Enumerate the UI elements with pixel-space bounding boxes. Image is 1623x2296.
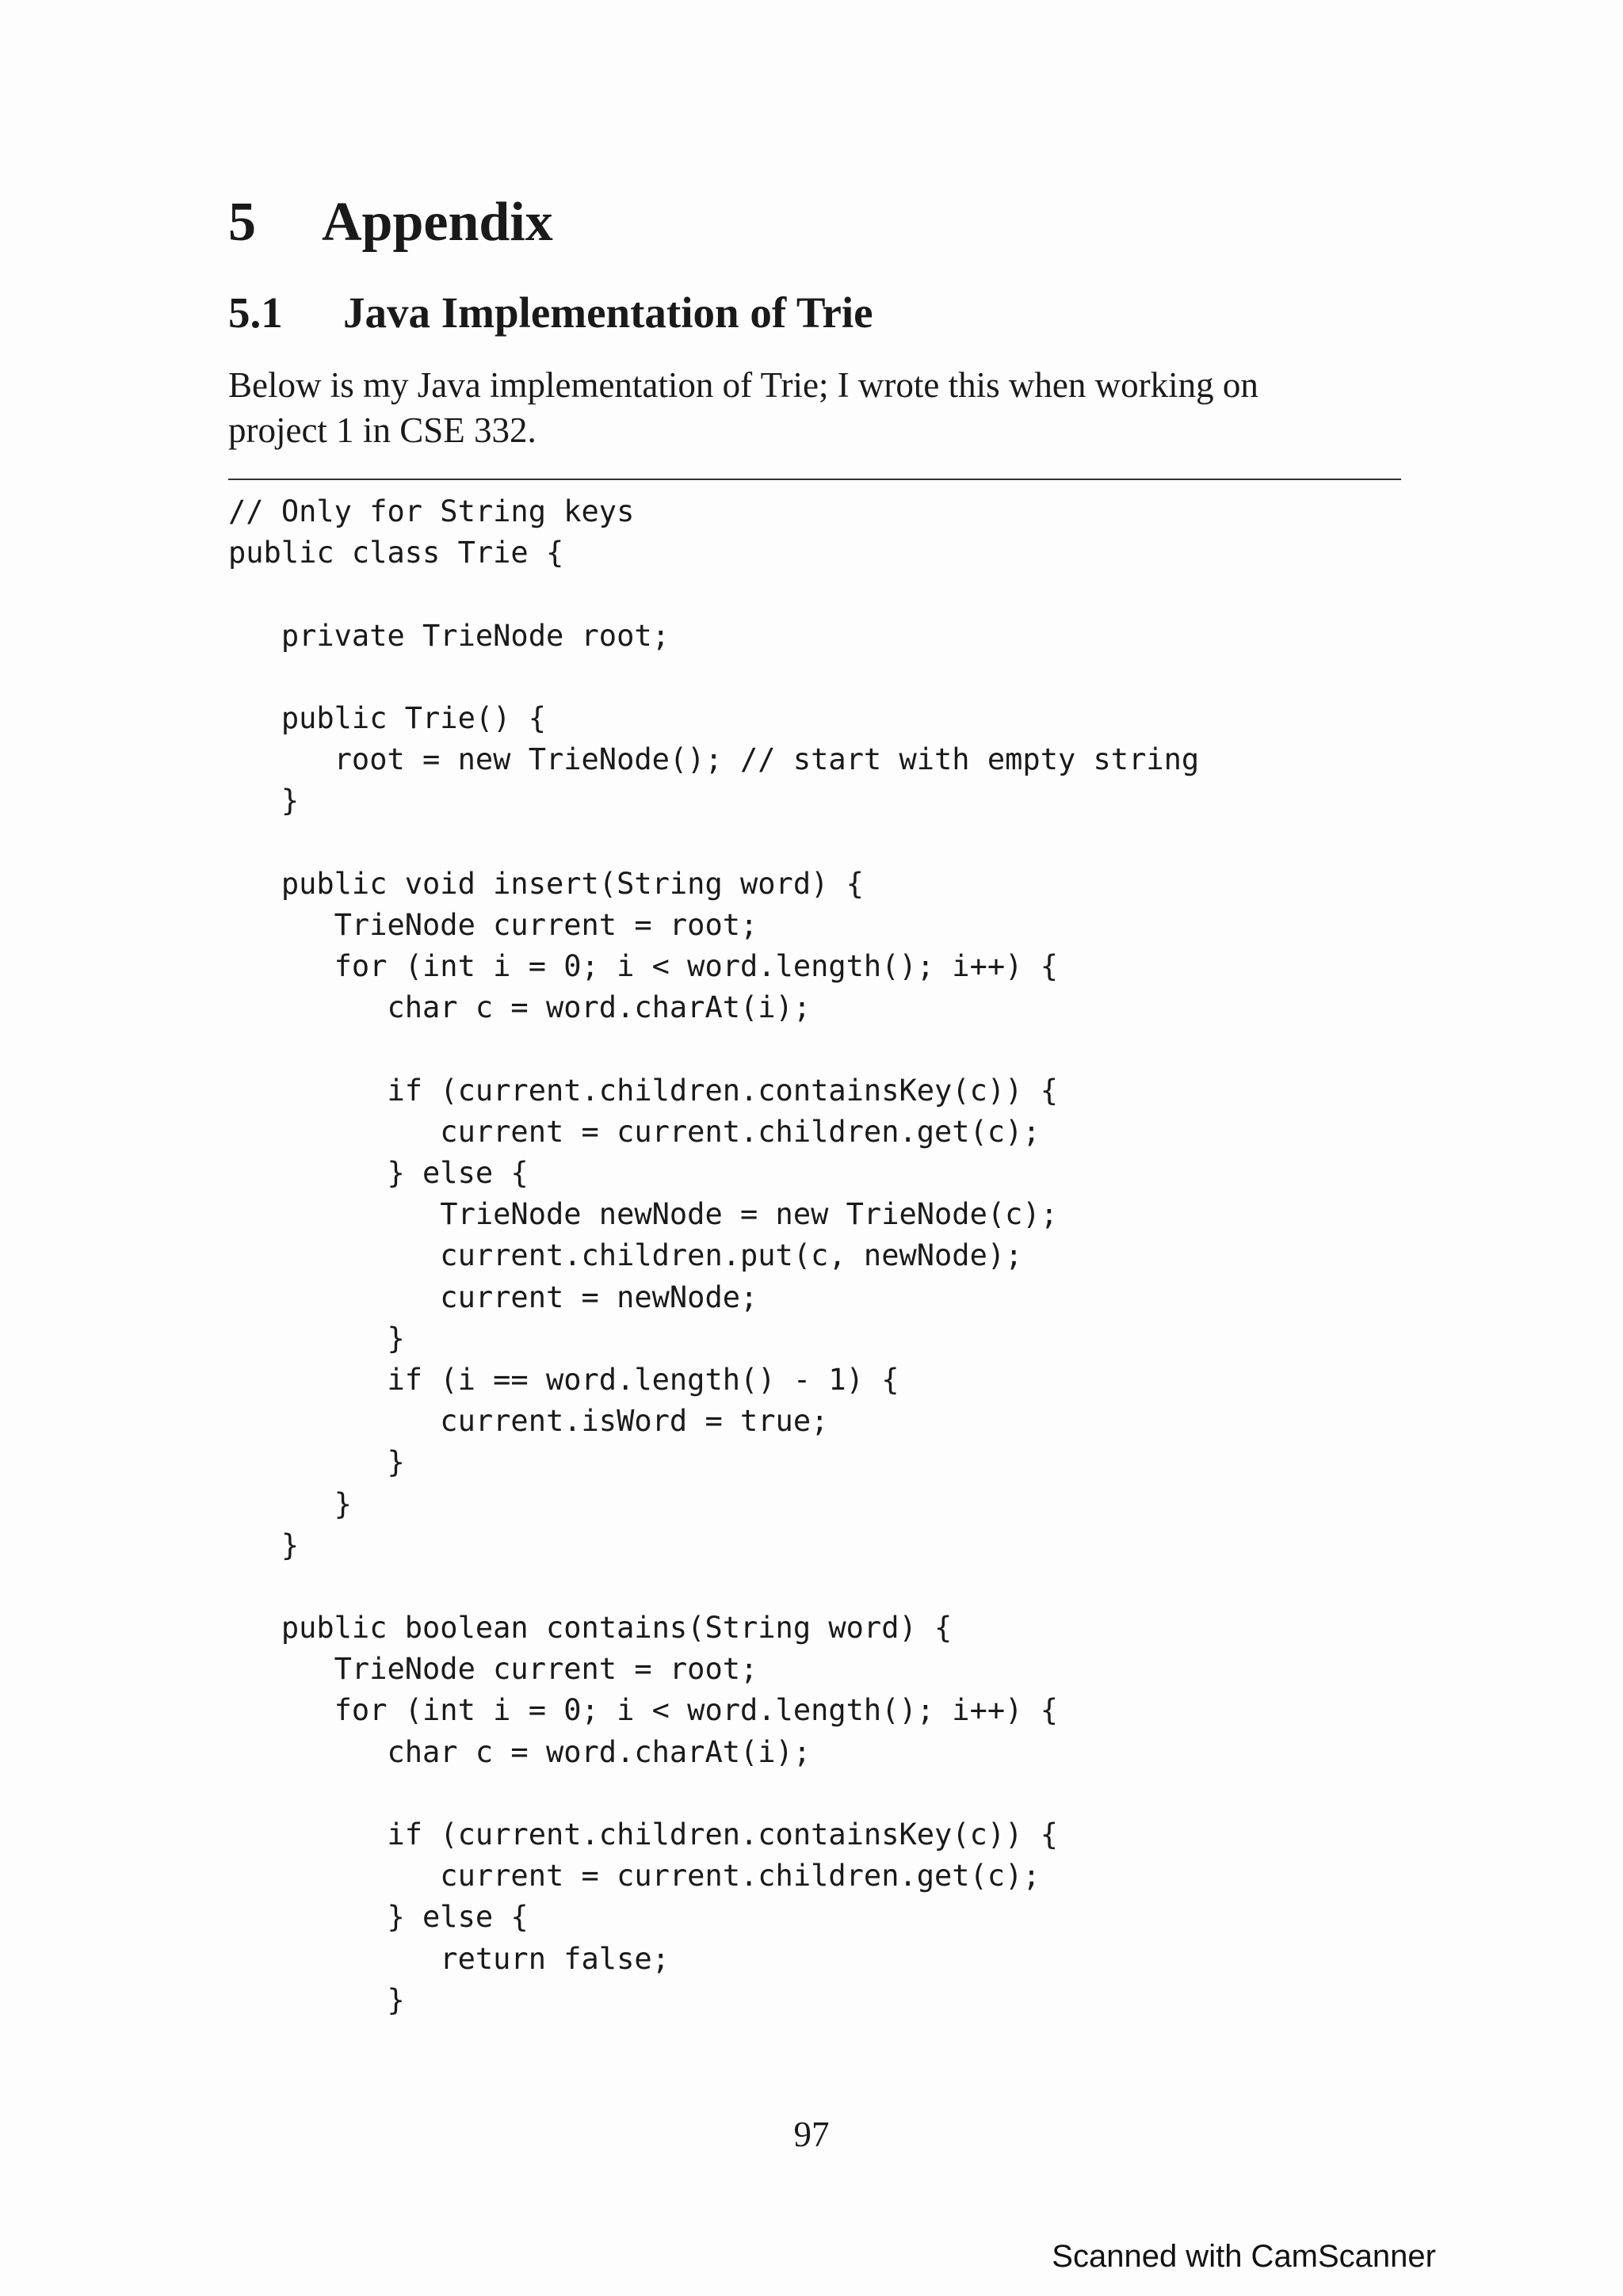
code-line: [228, 1028, 1199, 1070]
page-number: 97: [793, 2115, 830, 2154]
code-line: [228, 1773, 1199, 1814]
code-line: }: [228, 784, 300, 818]
code-line: }: [228, 1486, 352, 1521]
code-line: current = current.children.get(c);: [228, 1114, 1041, 1149]
code-line: }: [228, 1527, 300, 1562]
code-line: }: [228, 1321, 405, 1356]
code-line: current.children.put(c, newNode);: [228, 1238, 1023, 1273]
code-line: public void insert(String word) {: [228, 866, 864, 901]
code-line: public boolean contains(String word) {: [228, 1611, 953, 1646]
code-line: // Only for String keys: [228, 494, 635, 528]
code-line: public class Trie {: [228, 536, 564, 570]
scanner-watermark: Scanned with CamScanner: [1052, 2239, 1436, 2274]
code-line: TrieNode current = root;: [228, 1652, 758, 1687]
code-line: for (int i = 0; i < word.length(); i++) {: [228, 1693, 1058, 1728]
code-line: TrieNode current = root;: [228, 907, 758, 942]
code-line: TrieNode newNode = new TrieNode(c);: [228, 1197, 1058, 1232]
code-line: public Trie() {: [228, 700, 546, 735]
code-line: private TrieNode root;: [228, 618, 670, 653]
subsection-title: Java Implementation of Trie: [343, 288, 873, 337]
code-line: } else {: [228, 1900, 529, 1935]
code-line: current = current.children.get(c);: [228, 1859, 1041, 1894]
code-line: return false;: [228, 1941, 670, 1976]
intro-paragraph: [228, 363, 1401, 453]
subsection-heading: [228, 285, 873, 341]
code-line: char c = word.charAt(i);: [228, 1734, 812, 1769]
code-line: current.isWord = true;: [228, 1404, 829, 1439]
code-line: for (int i = 0; i < word.length(); i++) {: [228, 949, 1058, 984]
code-line: char c = word.charAt(i);: [228, 990, 812, 1025]
code-line: } else {: [228, 1156, 529, 1190]
code-line: if (current.children.containsKey(c)) {: [228, 1073, 1058, 1108]
intro-line: project 1 in CSE 332.: [228, 410, 537, 450]
section-number: 5: [228, 192, 256, 253]
code-line: }: [228, 1445, 405, 1480]
section-heading: [228, 187, 553, 258]
subsection-number: 5.1: [228, 288, 283, 337]
intro-line: Below is my Java implementation of Trie; I wrote this when working on: [228, 365, 1258, 405]
code-line: root = new TrieNode(); // start with empty string: [228, 742, 1200, 777]
code-line: [228, 1566, 1199, 1608]
code-line: [228, 657, 1199, 698]
code-line: [228, 574, 1199, 615]
code-line: if (i == word.length() - 1) {: [228, 1362, 899, 1397]
code-listing: [228, 491, 1199, 2021]
code-line: [228, 822, 1199, 864]
code-line: current = newNode;: [228, 1280, 758, 1314]
horizontal-rule: [228, 479, 1401, 480]
code-line: }: [228, 1982, 405, 2017]
section-title: Appendix: [322, 192, 553, 253]
code-line: if (current.children.containsKey(c)) {: [228, 1817, 1058, 1852]
